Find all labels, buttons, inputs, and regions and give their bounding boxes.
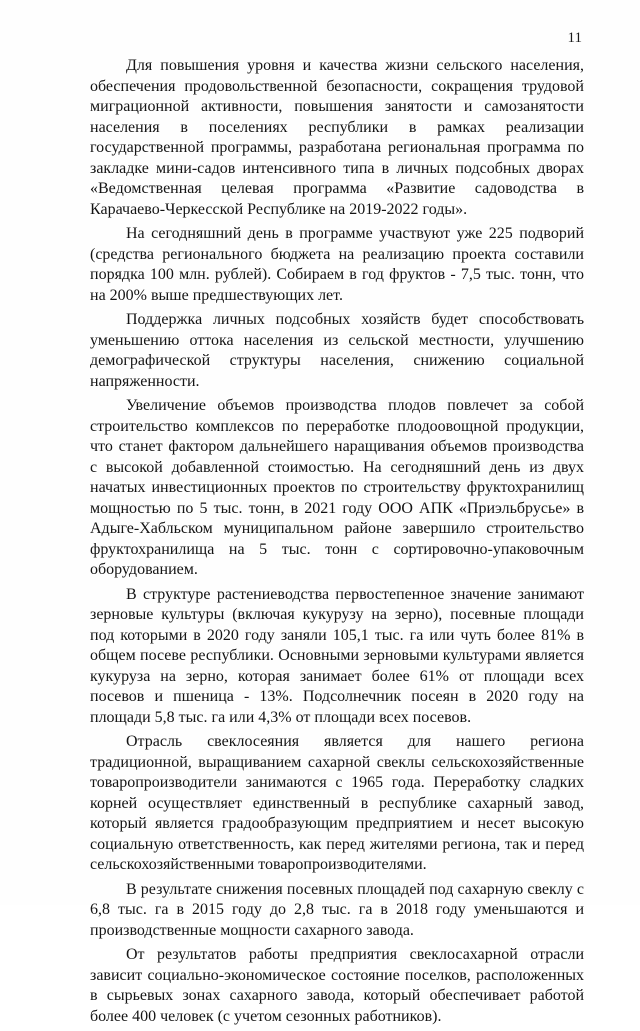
paragraph-household-support: Поддержка личных подсобных хозяйств будет способствовать уменьшению оттока населения из сельской местности, улучшению демографической структуры населения, снижению социальной напряженности.: [90, 311, 584, 390]
paragraph-sugar-beet: Отрасль свеклосеяния является для нашего региона традиционной, выращиванием сахарной свеклы сельскохозяйственные товаропроизводители занимаются с 1965 года. Переработку сладких корней осуществляет единственный в республике сахарный завод, который является градообразующим предприятием и несет высокую социальную ответственность, как перед жителями региона, так и перед сельскохозяйственными товаропроизводителями.: [90, 733, 584, 873]
paragraph-sugar-plant-impact: От результатов работы предприятия свеклосахарной отрасли зависит социально-экономическое состояние поселков, расположенных в сырьевых зонах сахарного завода, который обеспечивает работой более 400 человек (с учетом сезонных работников).: [90, 946, 584, 1025]
paragraph-fruit-storage: Увеличение объемов производства плодов повлечет за собой строительство комплексов по переработке плодоовощной продукции, что станет фактором дальнейшего наращивания объемов производства с высокой добавленной стоимостью. На сегодняшний день из двух начатых инвестиционных проектов по строительству фруктохранилищ мощностью по 5 тыс. тонн, в 2021 году ООО АПК «Приэльбрусье» в Адыге-Хабльском муниципальном районе завершило строительство фруктохранилища на 5 тыс. тонн с сортировочно-упаковочным оборудованием.: [90, 397, 584, 578]
paragraph-garden-program: Для повышения уровня и качества жизни сельского населения, обеспечения продовольственной безопасности, сокращения трудовой миграционной активности, повышения занятости и самозанятости населения в поселениях республики в рамках реализации государственной программы, разработана региональная программа по закладке мини-садов интенсивного типа в личных подсобных дворах «Ведомственная целевая программа «Развитие садоводства в Карачаево-Черкесской Республике на 2019-2022 годы».: [90, 57, 584, 218]
page-number: 11: [567, 30, 582, 46]
document-body: [90, 56, 584, 1031]
paragraph-sowing-decline: В результате снижения посевных площадей под сахарную свеклу с 6,8 тыс. га в 2015 году до 2,8 тыс. га в 2018 году уменьшаются и производственные мощности сахарного завода.: [90, 880, 584, 939]
paragraph-households-participation: На сегодняшний день в программе участвуют уже 225 подворий (средства регионального бюджета на реализацию проекта составили порядка 100 млн. рублей). Собираем в год фруктов - 7,5 тыс. тонн, что на 200% выше предшествующих лет.: [90, 225, 584, 304]
paragraph-grain-crops: В структуре растениеводства первостепенное значение занимают зерновые культуры (включая кукурузу на зерно), посевные площади под которыми в 2020 году заняли 105,1 тыс. га или чуть более 81% в общем посеве республики. Основными зерновыми культурами является кукуруза на зерно, которая занимает более 61% от площади всех посевов и пшеница - 13%. Подсолнечник посеян в 2020 году на площади 5,8 тыс. га или 4,3% от площади всех посевов.: [90, 585, 584, 726]
